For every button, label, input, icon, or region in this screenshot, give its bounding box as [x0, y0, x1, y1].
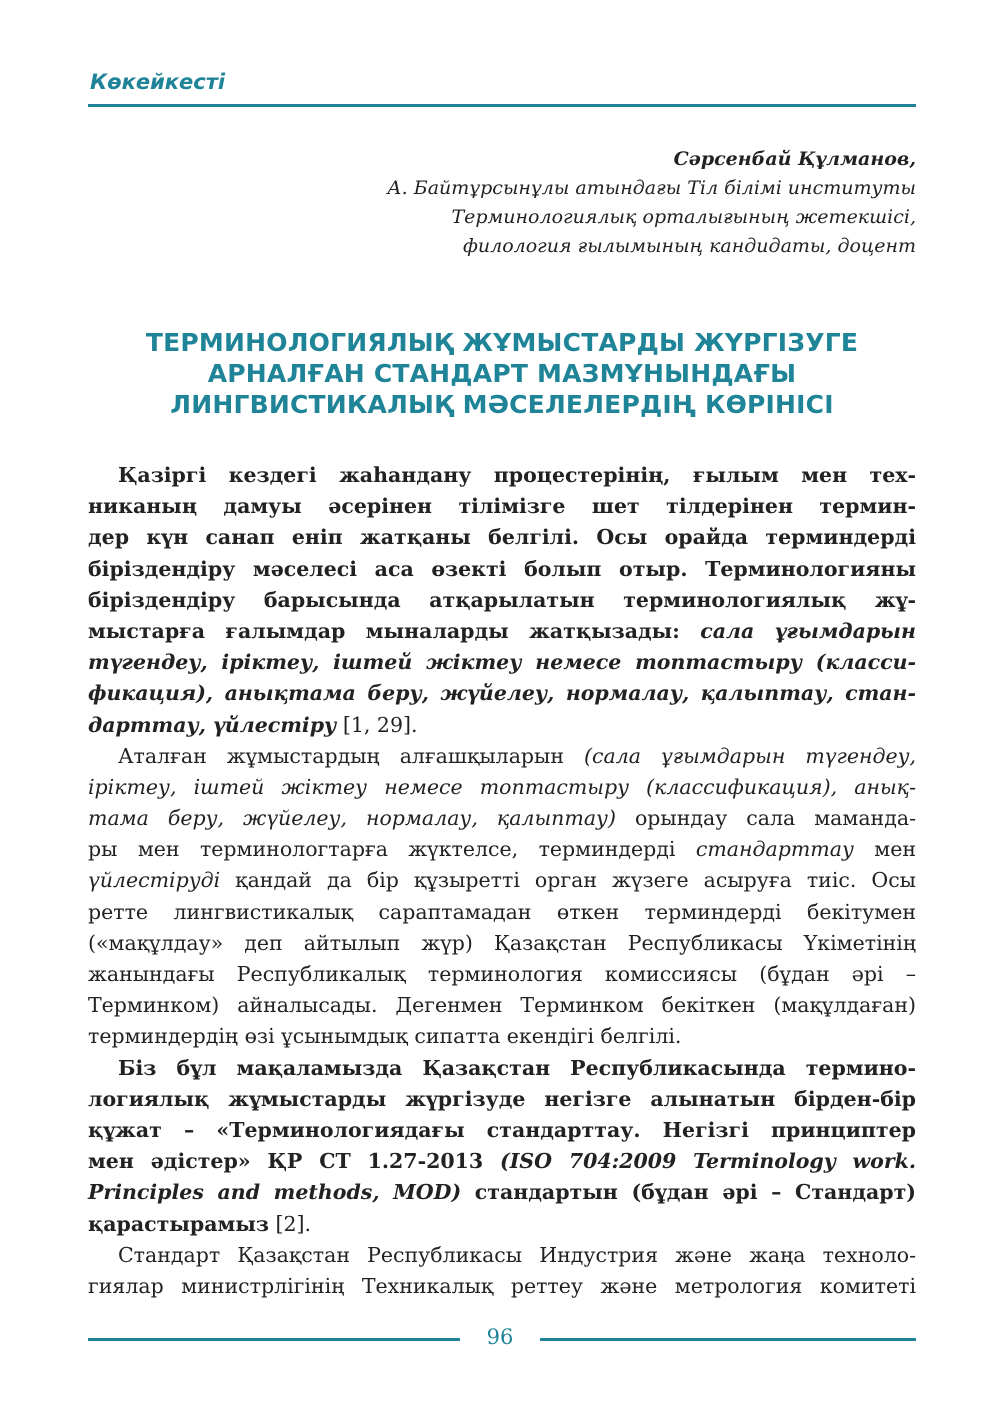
italic-term: (ISO 704:2009 Terminology work. [500, 1149, 916, 1174]
text-run: мен [853, 837, 917, 862]
text-line [88, 1146, 916, 1177]
text-line: гиялар министрлігінің Техникалық реттеу және метрология комитеті [88, 1273, 916, 1298]
text-line: түгендеу, іріктеу, іштей жіктеу немесе топтастыру (класси- [88, 650, 916, 675]
paragraph-4 [88, 1240, 916, 1302]
header-divider [88, 104, 916, 107]
author-block [216, 145, 916, 261]
text-line: дер күн санап еніп жатқаны белгілі. Осы орайда терминдерді [88, 525, 916, 550]
text-line: құжат – «Терминологиядағы стандарттау. Негізгі принциптер [88, 1117, 916, 1142]
text-run: стандартын (бұдан әрі – Стандарт) [461, 1180, 916, 1205]
italic-term: тама беру, жүйелеу, нормалау, қалыптау) [88, 806, 616, 831]
text-run: мыстарға ғалымдар мыналарды жатқызады: [88, 618, 701, 643]
text-line [88, 710, 916, 741]
italic-term: (сала ұғымдарын түгендеу, [584, 743, 916, 768]
text-line: іріктеу, іштей жіктеу немесе топтастыру (классификация), анық- [88, 774, 916, 799]
title-line: ЛИНГВИСТИКАЛЫҚ МӘСЕЛЕЛЕРДІҢ КӨРІНІСІ [170, 390, 834, 419]
section-label: Көкейкесті [90, 70, 226, 94]
italic-term: сала ұғымдарын [700, 618, 916, 643]
author-name: Сәрсенбай Құлманов, [673, 148, 916, 170]
article-title [90, 327, 914, 420]
text-line: біріздендіру барысында атқарылатын терминологиялық жұ- [88, 587, 916, 612]
text-line [88, 865, 916, 896]
author-affiliation-line: Терминологиялық орталығының жетекшісі, [451, 206, 916, 228]
title-line: АРНАЛҒАН СТАНДАРТ МАЗМҰНЫНДАҒЫ [207, 359, 797, 388]
text-line: Терминком) айналысады. Дегенмен Терминком бекіткен (мақұлдаған) [88, 993, 916, 1018]
text-line: логиялық жұмыстарды жүргізуде негізге алынатын бірден-бір [88, 1086, 916, 1111]
article-body [88, 460, 916, 1302]
text-line: Стандарт Қазақстан Республикасы Индустрия және жаңа техноло- [118, 1242, 916, 1267]
italic-term: дарттау, үйлестіру [88, 712, 337, 737]
author-affiliation-line: А. Байтұрсынұлы атындағы Тіл білімі институты [387, 177, 916, 199]
text-line [88, 616, 916, 647]
text-line: терминдердің өзі ұсынымдық сипатта екендігі белгілі. [88, 1024, 682, 1049]
text-line: Қазіргі кездегі жаһандану процестерінің, ғылым мен тех- [118, 463, 916, 487]
text-line [88, 803, 916, 834]
footer-divider-right [540, 1338, 916, 1341]
text-run: мен әдістер» ҚР СТ 1.27-2013 [88, 1149, 501, 1174]
text-run: ры мен терминологтарға жүктелсе, терминдерді [88, 837, 696, 862]
footer-divider-left [88, 1338, 460, 1341]
citation: [1, 29]. [336, 712, 418, 737]
text-line: біріздендіру мәселесі аса өзекті болып отыр. Терминологияны [88, 556, 916, 581]
paragraph-2 [88, 741, 916, 1053]
italic-term: стандарттау [695, 837, 854, 862]
italic-term: Principles and methods, MOD) [88, 1180, 462, 1205]
text-run: Аталған жұмыстардың алғашқыларын [118, 743, 585, 768]
text-line [88, 741, 916, 772]
text-line [88, 834, 916, 865]
citation: [2]. [268, 1211, 312, 1236]
author-affiliation-line: филология ғылымының кандидаты, доцент [462, 235, 916, 257]
text-line: («мақұлдау» деп айтылып жүр) Қазақстан Республикасы Үкіметінің [88, 930, 916, 955]
text-run: қарастырамыз [88, 1211, 269, 1236]
title-line: ТЕРМИНОЛОГИЯЛЫҚ ЖҰМЫСТАРДЫ ЖҮРГІЗУГЕ [145, 328, 859, 357]
text-line [88, 1209, 916, 1240]
page-number: 96 [486, 1325, 514, 1349]
text-line: фикация), анықтама беру, жүйелеу, нормалау, қалыптау, стан- [88, 681, 916, 706]
text-run: орындау сала маманда- [615, 806, 916, 831]
italic-term: үйлестіруді [88, 868, 221, 893]
text-line: Біз бұл мақаламызда Қазақстан Республикасында термино- [118, 1055, 916, 1080]
text-run: қандай да бір құзыретті орган жүзеге асыруға тиіс. Осы [220, 868, 916, 893]
paragraph-3 [88, 1053, 916, 1240]
text-line [88, 1177, 916, 1208]
text-line: жанындағы Республикалық терминология комиссиясы (бұдан әрі – [88, 962, 916, 986]
paragraph-1 [88, 460, 916, 741]
text-line: никаның дамуы әсерінен тілімізге шет тілдерінен термин- [88, 494, 916, 519]
text-line: ретте лингвистикалық сараптамадан өткен терминдерді бекітумен [88, 899, 916, 924]
